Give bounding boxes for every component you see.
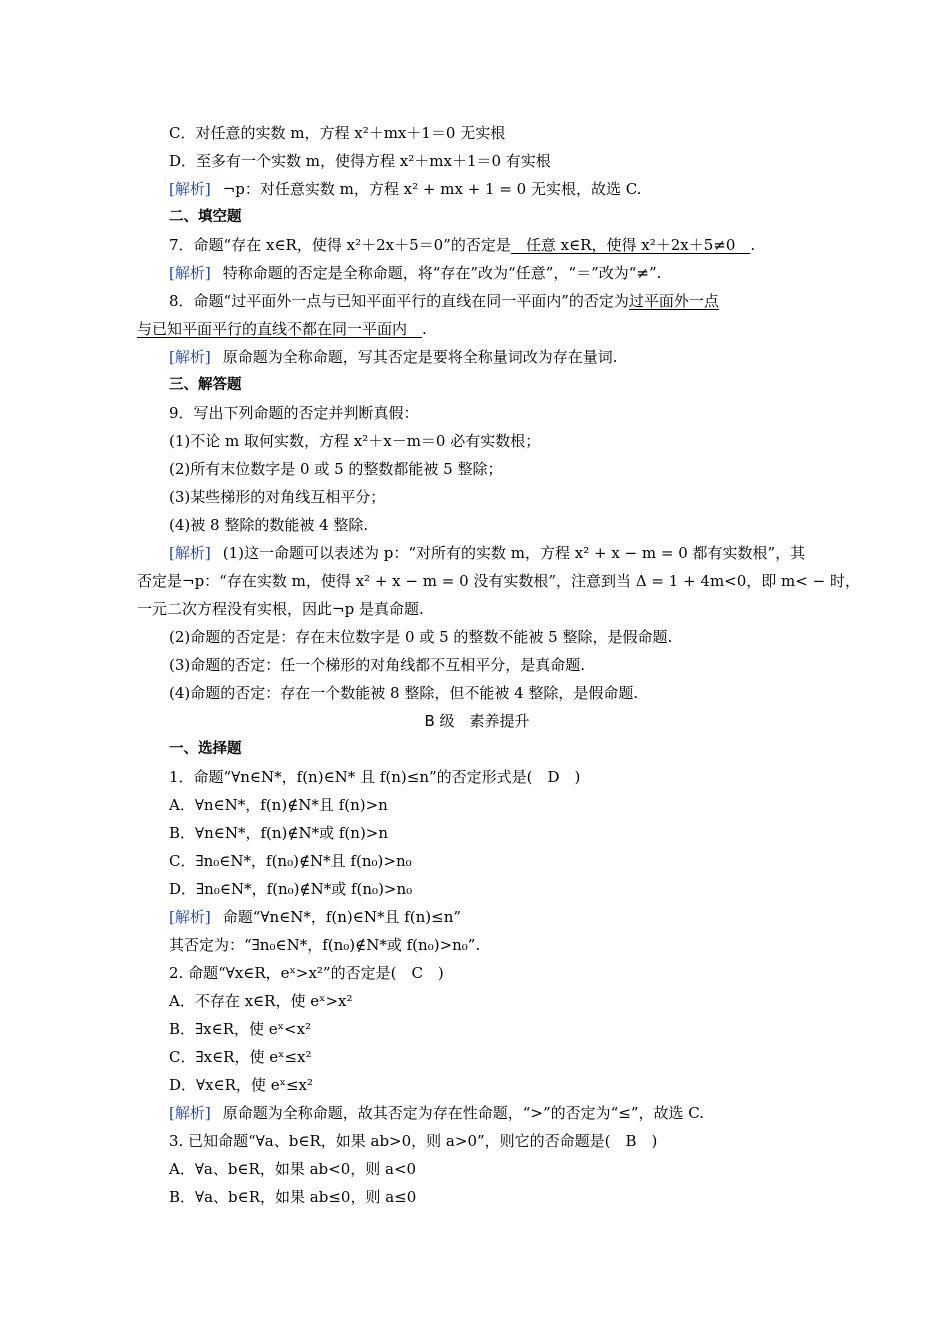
text-line	[137, 455, 817, 483]
line-text: A．不存在 x∈R，使 eˣ>x²	[169, 992, 353, 1010]
line-text: 一元二次方程没有实根，因此¬p 是真命题.	[137, 600, 424, 618]
text-line	[137, 1043, 817, 1071]
line-text: 一、选择题	[169, 741, 242, 757]
document-body	[137, 119, 860, 1211]
line-end: .	[422, 320, 427, 338]
line-text: C．对任意的实数 m，方程 x²＋mx＋1＝0 无实根	[169, 124, 506, 142]
line-text: 9．写出下列命题的否定并判断真假：	[169, 404, 419, 422]
line-text: 其否定为：“∃n₀∈N*，f(n₀)∉N*或 f(n₀)>n₀”.	[169, 936, 481, 954]
answer-blank: 过平面外一点	[628, 292, 719, 310]
text-line	[137, 707, 817, 735]
line-text: 特称命题的否定是全称命题，将“存在”改为“任意”，“＝”改为“≠”.	[222, 264, 662, 282]
text-line	[137, 875, 817, 903]
text-line	[137, 371, 817, 399]
text-line	[137, 427, 817, 455]
text-line	[137, 511, 817, 539]
line-text: 7．命题“存在 x∈R，使得 x²＋2x＋5＝0”的否定是	[169, 236, 511, 254]
text-line	[137, 539, 817, 567]
text-line	[137, 1099, 817, 1127]
line-text: 二、填空题	[169, 209, 242, 225]
line-text: 三、解答题	[169, 377, 242, 393]
text-line	[137, 847, 817, 875]
line-text: 原命题为全称命题，故其否定为存在性命题，“>”的否定为“≤”，故选 C.	[222, 1104, 705, 1122]
line-text: B．∃x∈R，使 eˣ<x²	[169, 1020, 312, 1038]
line-text: 原命题为全称命题，写其否定是要将全称量词改为存在量词.	[222, 348, 618, 366]
answer-blank: 与已知平面平行的直线不都在同一平面内	[137, 320, 423, 338]
line-text: (2)命题的否定是：存在末位数字是 0 或 5 的整数不能被 5 整除，是假命题.	[169, 628, 673, 646]
text-line	[137, 987, 817, 1015]
text-line	[137, 623, 817, 651]
analysis-tag: [解析]	[169, 348, 211, 366]
line-text: (3)命题的否定：任一个梯形的对角线都不互相平分，是真命题.	[169, 656, 586, 674]
line-text: ¬p：对任意实数 m，方程 x² + mx + 1 = 0 无实根，故选 C.	[222, 180, 642, 198]
text-line	[137, 651, 817, 679]
text-line	[137, 791, 817, 819]
text-line	[137, 1127, 817, 1155]
text-line	[137, 175, 817, 203]
line-text: 3. 已知命题“∀a、b∈R，如果 ab>0，则 a>0”，则它的否命题是( B )	[169, 1132, 658, 1150]
answer-blank: 任意 x∈R，使得 x²＋2x＋5≠0	[510, 236, 751, 254]
text-line	[137, 315, 817, 343]
text-line	[137, 203, 817, 231]
text-line	[137, 1155, 817, 1183]
text-line	[137, 231, 817, 259]
line-text: D．∀x∈R，使 eˣ≤x²	[169, 1076, 313, 1094]
text-line	[137, 1071, 817, 1099]
text-line	[137, 1015, 817, 1043]
analysis-tag: [解析]	[169, 908, 211, 926]
line-end: .	[750, 236, 756, 254]
text-line	[137, 119, 817, 147]
text-line	[137, 903, 817, 931]
line-text: D．∃n₀∈N*，f(n₀)∉N*或 f(n₀)>n₀	[169, 880, 413, 898]
text-line	[137, 735, 817, 763]
line-text: A．∀n∈N*，f(n)∉N*且 f(n)>n	[169, 796, 388, 814]
line-text: (1)不论 m 取何实数，方程 x²＋x－m＝0 必有实数根；	[169, 432, 541, 450]
line-text: C．∃n₀∈N*，f(n₀)∉N*且 f(n₀)>n₀	[169, 852, 412, 870]
analysis-tag: [解析]	[169, 264, 211, 282]
analysis-tag: [解析]	[169, 180, 211, 198]
line-text: B．∀n∈N*，f(n)∉N*或 f(n)>n	[169, 824, 389, 842]
text-line	[137, 1183, 817, 1211]
text-line	[137, 343, 817, 371]
line-text: C．∃x∈R，使 eˣ≤x²	[169, 1048, 312, 1066]
line-text: 2. 命题“∀x∈R，eˣ>x²”的否定是( C )	[169, 964, 444, 982]
line-text: B．∀a、b∈R，如果 ab≤0，则 a≤0	[169, 1188, 417, 1206]
line-text: (4)命题的否定：存在一个数能被 8 整除，但不能被 4 整除，是假命题.	[169, 684, 639, 702]
line-text: 8．命题“过平面外一点与已知平面平行的直线在同一平面内”的否定为	[169, 292, 629, 310]
text-line	[137, 931, 817, 959]
text-line	[137, 567, 860, 595]
line-text: D．至多有一个实数 m，使得方程 x²＋mx＋1＝0 有实根	[169, 152, 551, 170]
line-text: A．∀a、b∈R，如果 ab<0，则 a<0	[169, 1160, 417, 1178]
line-text: (2)所有末位数字是 0 或 5 的整数都能被 5 整除；	[169, 460, 503, 478]
text-line	[137, 287, 817, 315]
line-text: 命题“∀n∈N*，f(n)∈N*且 f(n)≤n”	[222, 908, 462, 926]
text-line	[137, 959, 817, 987]
analysis-tag: [解析]	[169, 544, 211, 562]
line-text: (1)这一命题可以表述为 p：“对所有的实数 m，方程 x² + x − m = 0 都有实数根”，其	[222, 544, 806, 562]
line-text: (4)被 8 整除的数能被 4 整除.	[169, 516, 369, 534]
line-text: 否定是¬p：“存在实数 m，使得 x² + x − m = 0 没有实数根”，注意到当 Δ = 1 + 4m<0，即 m< − 时，	[137, 572, 860, 590]
text-line	[137, 399, 817, 427]
text-line	[137, 819, 817, 847]
text-line	[137, 483, 817, 511]
text-line	[137, 763, 817, 791]
text-line	[137, 595, 817, 623]
line-text: B 级 素养提升	[424, 712, 530, 730]
line-text: 1．命题“∀n∈N*，f(n)∈N* 且 f(n)≤n”的否定形式是( D )	[169, 768, 581, 786]
text-line	[137, 679, 817, 707]
text-line	[137, 147, 817, 175]
line-text: (3)某些梯形的对角线互相平分；	[169, 488, 386, 506]
analysis-tag: [解析]	[169, 1104, 211, 1122]
text-line	[137, 259, 817, 287]
